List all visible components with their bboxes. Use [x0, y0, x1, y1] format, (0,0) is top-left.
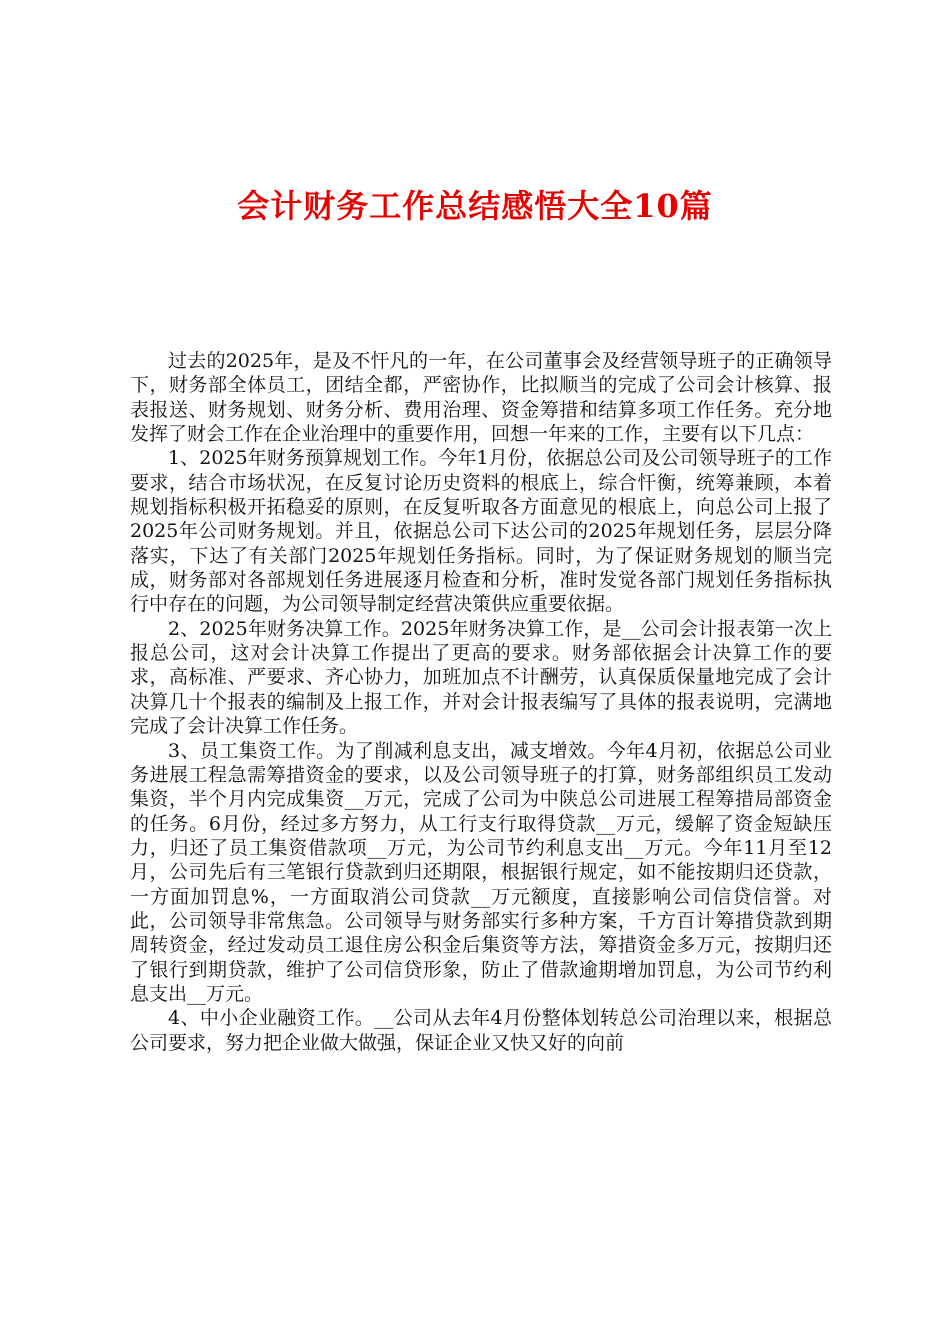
document-body [130, 349, 832, 1055]
paragraph-intro: 过去的2025年，是及不忓凡的一年，在公司董事会及经营领导班子的正确领导下，财务部全体员工，团结全都，严密协作，比拟顺当的完成了公司会计核算、报表报送、财务规划、财务分析、费用治理、资金筹措和结算多项工作任务。充分地发挥了财会工作在企业治理中的重要作用，回想一年来的工作，主要有以下几点： [130, 350, 832, 446]
paragraph-budget-planning: 1、2025年财务预算规划工作。今年1月份，依据总公司及公司领导班子的工作要求，结合市场状况，在反复讨论历史资料的根底上，综合忓衡，统筹兼顾，本着规划指标积极开拓稳妥的原则，在反复听取各方面意见的根底上，向总公司上报了2025年公司财务规划。并且，依据总公司下达公司的2025年规划任务，层层分降落实，下达了有关部门2025年规划任务指标。同时，为了保证财务规划的顺当完成，财务部对各部规划任务进展逐月检查和分析，准时发觉各部门规划任务指标执行中存在的问题，为公司领导制定经营决策供应重要依据。 [130, 447, 832, 616]
paragraph-final-accounts: 2、2025年财务决算工作。2025年财务决算工作，是__公司会计报表第一次上报总公司，这对会计决算工作提出了更高的要求。财务部依据会计决算工作的要求，高标准、严要求、齐心协力，加班加点不计酬劳，认真保质保量地完成了会计决算几十个报表的编制及上报工作，并对会计报表编写了具体的报表说明，完满地完成了会计决算工作任务。 [130, 617, 832, 738]
paragraph-staff-fundraising: 3、员工集资工作。为了削减利息支出，减支增效。今年4月初，依据总公司业务进展工程急需筹措资金的要求，以及公司领导班子的打算，财务部组织员工发动集资，半个月内完成集资__万元，完成了公司为中陕总公司进展工程筹措局部资金的任务。6月份，经过多方努力，从工行支行取得贷款__万元，缓解了资金短缺压力，归还了员工集资借款项__万元，为公司节约利息支出__万元。今年11月至12月，公司先后有三笔银行贷款到归还期限，根据银行规定，如不能按期归还贷款，一方面加罚息%，一方面取消公司贷款__万元额度，直接影响公司信贷信誉。对此，公司领导非常焦急。公司领导与财务部实行多种方案，千方百计筹措贷款到期周转资金，经过发动员工退住房公积金后集资等方法，筹措资金多万元，按期归还了银行到期贷款，维护了公司信贷形象，防止了借款逾期增加罚息，为公司节约利息支出__万元。 [130, 739, 832, 1005]
paragraph-sme-financing: 4、中小企业融资工作。__公司从去年4月份整体划转总公司治理以来，根据总公司要求，努力把企业做大做强，保证企业又快又好的向前 [130, 1007, 832, 1054]
document-title: 会计财务工作总结感悟大全10篇 [237, 187, 713, 225]
